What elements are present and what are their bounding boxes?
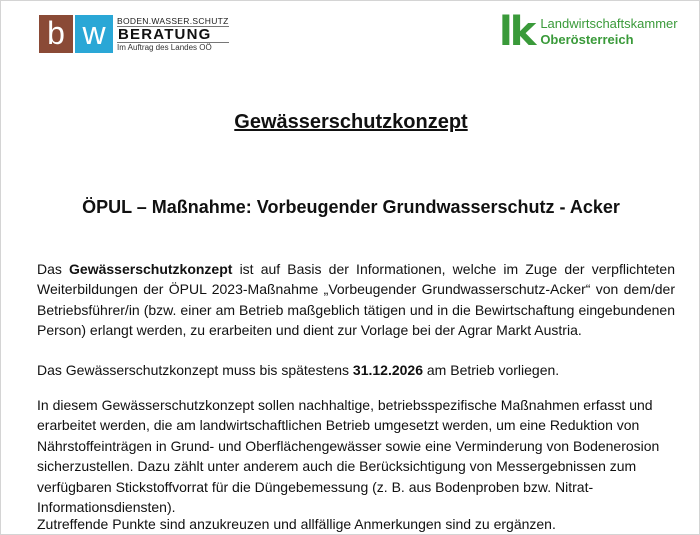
paragraph-intro: [37, 259, 675, 341]
para2-start: Das Gewässerschutzkonzept muss bis spätestens: [37, 362, 353, 378]
para2-rest: am Betrieb vorliegen.: [423, 362, 560, 378]
para1-rest: ist auf Basis der Informationen, welche im Zuge der verpflichteten Weiterbildungen der ÖPUL 2023-Maßnahme „Vorbeugender Grundwasserschutz-Acker“ von dem/der Betriebsführer/in (bzw. einer am Betrieb maßgeblich tätigen und in die Bewirtschaftung eingebundenen Person) erlangt werden, zu erarbeiten und dient zur Vorlage bei der Agrar Markt Austria.: [37, 261, 675, 339]
logo-letter-b: b: [39, 15, 73, 53]
lk-text-block: [540, 16, 677, 48]
bwsb-logo: [39, 15, 229, 53]
para1-bold: Gewässerschutzkonzept: [69, 261, 233, 277]
lk-mark-icon: lk: [499, 9, 534, 55]
logo-line-2: BERATUNG: [117, 26, 229, 43]
lk-line-2: Oberösterreich: [540, 32, 634, 47]
paragraph-deadline: [37, 360, 675, 380]
paragraph-measures: In diesem Gewässerschutzkonzept sollen nachhaltige, betriebsspezifische Maßnahmen erfasst und erarbeitet werden, die am landwirtschaftlichen Betrieb umgesetzt werden, um eine Reduktion von Nährstoffeinträgen in Grund- und Oberflächengewässer sowie eine Verminderung von Bodenerosion sicherzustellen. Dazu zählt unter anderem auch die Berücksichtigung von Messergebnissen zum verfügbaren Stickstoffvorrat für die Düngebemessung (z. B. aus Bodenproben bzw. Nitrat-Informationsdiensten).: [37, 397, 660, 516]
lk-logo: [499, 9, 678, 55]
para1-start: Das: [37, 261, 70, 277]
logo-line-1: BODEN.WASSER.SCHUTZ: [117, 16, 229, 26]
document-subtitle: ÖPUL – Maßnahme: Vorbeugender Grundwasserschutz - Acker: [82, 197, 620, 217]
lk-line-1: Landwirtschaftskammer: [540, 16, 678, 31]
paragraph-instructions: Zutreffende Punkte sind anzukreuzen und allfällige Anmerkungen sind zu ergänzen.: [37, 516, 556, 532]
deadline-date: 31.12.2026: [352, 362, 423, 378]
logo-line-3: Im Auftrag des Landes OÖ: [117, 43, 212, 52]
logo-letter-w: w: [75, 15, 113, 53]
logo-text-block: [117, 15, 229, 53]
document-title: Gewässerschutzkonzept: [234, 111, 468, 133]
